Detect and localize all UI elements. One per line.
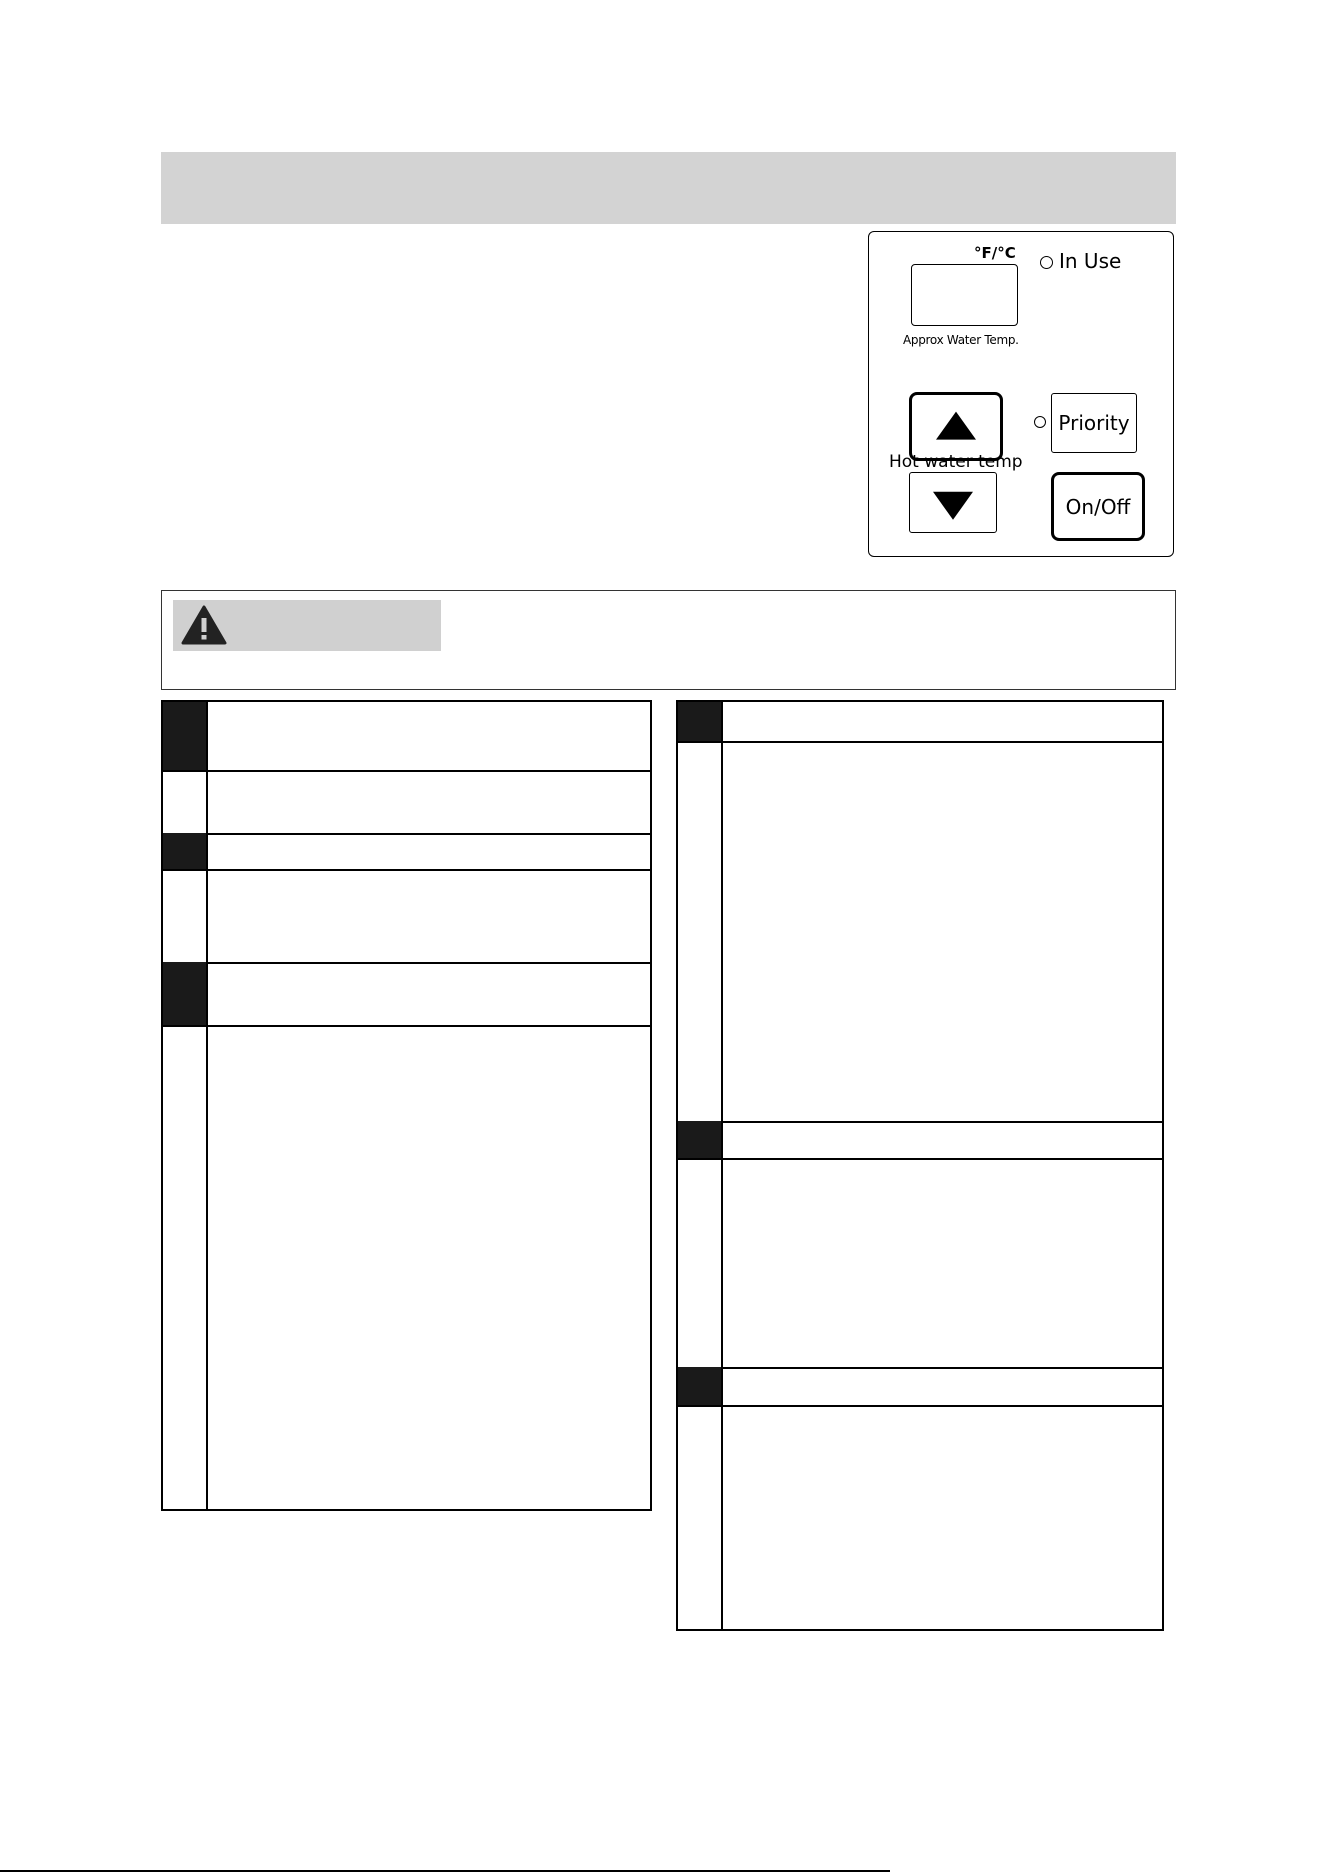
hot-water-temp-label: Hot water temp — [889, 452, 1023, 472]
step-number-cell — [163, 770, 208, 833]
step-number-cell — [678, 1367, 723, 1405]
table-row — [163, 1025, 650, 1509]
table-row — [678, 1121, 1162, 1160]
table-row — [163, 770, 650, 835]
step-number-cell — [163, 833, 208, 869]
triangle-up-icon — [936, 411, 976, 439]
table-row — [163, 702, 650, 772]
step-number-cell — [678, 1121, 723, 1158]
left-procedure-table — [161, 700, 652, 1511]
step-number-cell — [163, 869, 208, 962]
step-number-cell — [678, 702, 723, 741]
table-row — [678, 741, 1162, 1123]
table-row — [678, 1158, 1162, 1369]
priority-button[interactable]: Priority — [1051, 393, 1137, 453]
table-row — [163, 869, 650, 964]
table-row — [678, 1405, 1162, 1629]
warning-triangle-icon — [181, 605, 227, 645]
table-row — [678, 702, 1162, 743]
table-row — [678, 1367, 1162, 1407]
approx-water-temp-label: Approx Water Temp. — [903, 333, 1019, 347]
warning-label-band — [173, 600, 441, 651]
remote-controller-panel — [868, 231, 1174, 557]
step-number-cell — [678, 1405, 723, 1629]
triangle-down-icon — [933, 491, 973, 519]
warning-box — [161, 590, 1176, 690]
in-use-indicator-icon — [1040, 256, 1053, 269]
temp-up-button[interactable] — [909, 392, 1003, 461]
step-number-cell — [163, 962, 208, 1025]
in-use-label: In Use — [1059, 249, 1122, 273]
section-title-bar — [161, 152, 1176, 224]
step-number-cell — [163, 1025, 208, 1509]
temperature-display — [911, 264, 1018, 326]
step-number-cell — [678, 741, 723, 1121]
right-procedure-table — [676, 700, 1164, 1631]
table-row — [163, 833, 650, 871]
step-number-cell — [163, 702, 208, 770]
on-off-button[interactable]: On/Off — [1051, 472, 1145, 541]
step-number-cell — [678, 1158, 723, 1367]
priority-indicator-icon — [1034, 416, 1046, 428]
table-row — [163, 962, 650, 1027]
temp-down-button[interactable] — [909, 472, 997, 533]
unit-toggle-label: °F/°C — [974, 244, 1016, 262]
